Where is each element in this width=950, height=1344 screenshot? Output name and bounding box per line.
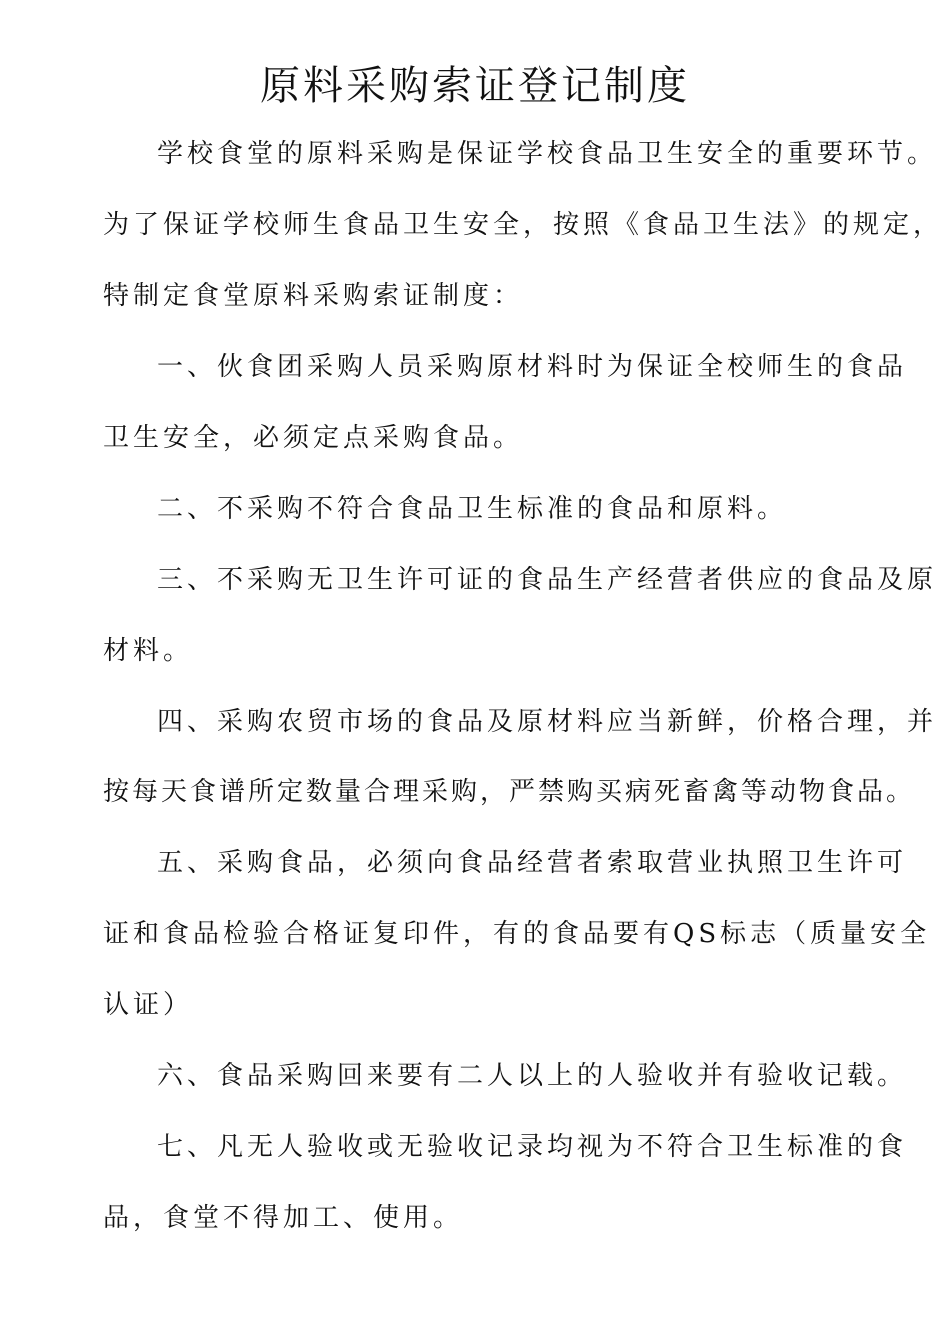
clause-5-line-1: 五、采购食品，必须向食品经营者索取营业执照卫生许可 <box>157 848 908 878</box>
clause-5-line-2: 证和食品检验合格证复印件，有的食品要有QS标志（质量安全 <box>103 919 931 949</box>
clause-1-line-2: 卫生安全，必须定点采购食品。 <box>103 423 524 453</box>
clause-3-line-1: 三、不采购无卫生许可证的食品生产经营者供应的食品及原 <box>157 565 938 595</box>
clause-4-line-1: 四、采购农贸市场的食品及原材料应当新鲜，价格合理，并 <box>157 707 938 737</box>
clause-2-line-1: 二、不采购不符合食品卫生标准的食品和原料。 <box>157 494 788 524</box>
clause-5-line-3: 认证） <box>103 990 194 1020</box>
clause-7-line-1: 七、凡无人验收或无验收记录均视为不符合卫生标准的食 <box>157 1132 908 1162</box>
clause-4-line-2: 按每天食谱所定数量合理采购，严禁购买病死畜禽等动物食品。 <box>103 777 916 807</box>
paragraph-intro-line-1: 学校食堂的原料采购是保证学校食品卫生安全的重要环节。 <box>157 139 938 169</box>
clause-3-line-2: 材料。 <box>103 636 194 666</box>
clause-1-line-1: 一、伙食团采购人员采购原材料时为保证全校师生的食品 <box>157 352 908 382</box>
clause-7-line-2: 品，食堂不得加工、使用。 <box>103 1203 464 1233</box>
paragraph-intro-line-2: 为了保证学校师生食品卫生安全，按照《食品卫生法》的规定， <box>103 210 944 240</box>
clause-6-line-1: 六、食品采购回来要有二人以上的人验收并有验收记载。 <box>157 1061 908 1091</box>
document-title: 原料采购索证登记制度 <box>260 63 690 109</box>
paragraph-intro-line-3: 特制定食堂原料采购索证制度： <box>103 281 524 311</box>
